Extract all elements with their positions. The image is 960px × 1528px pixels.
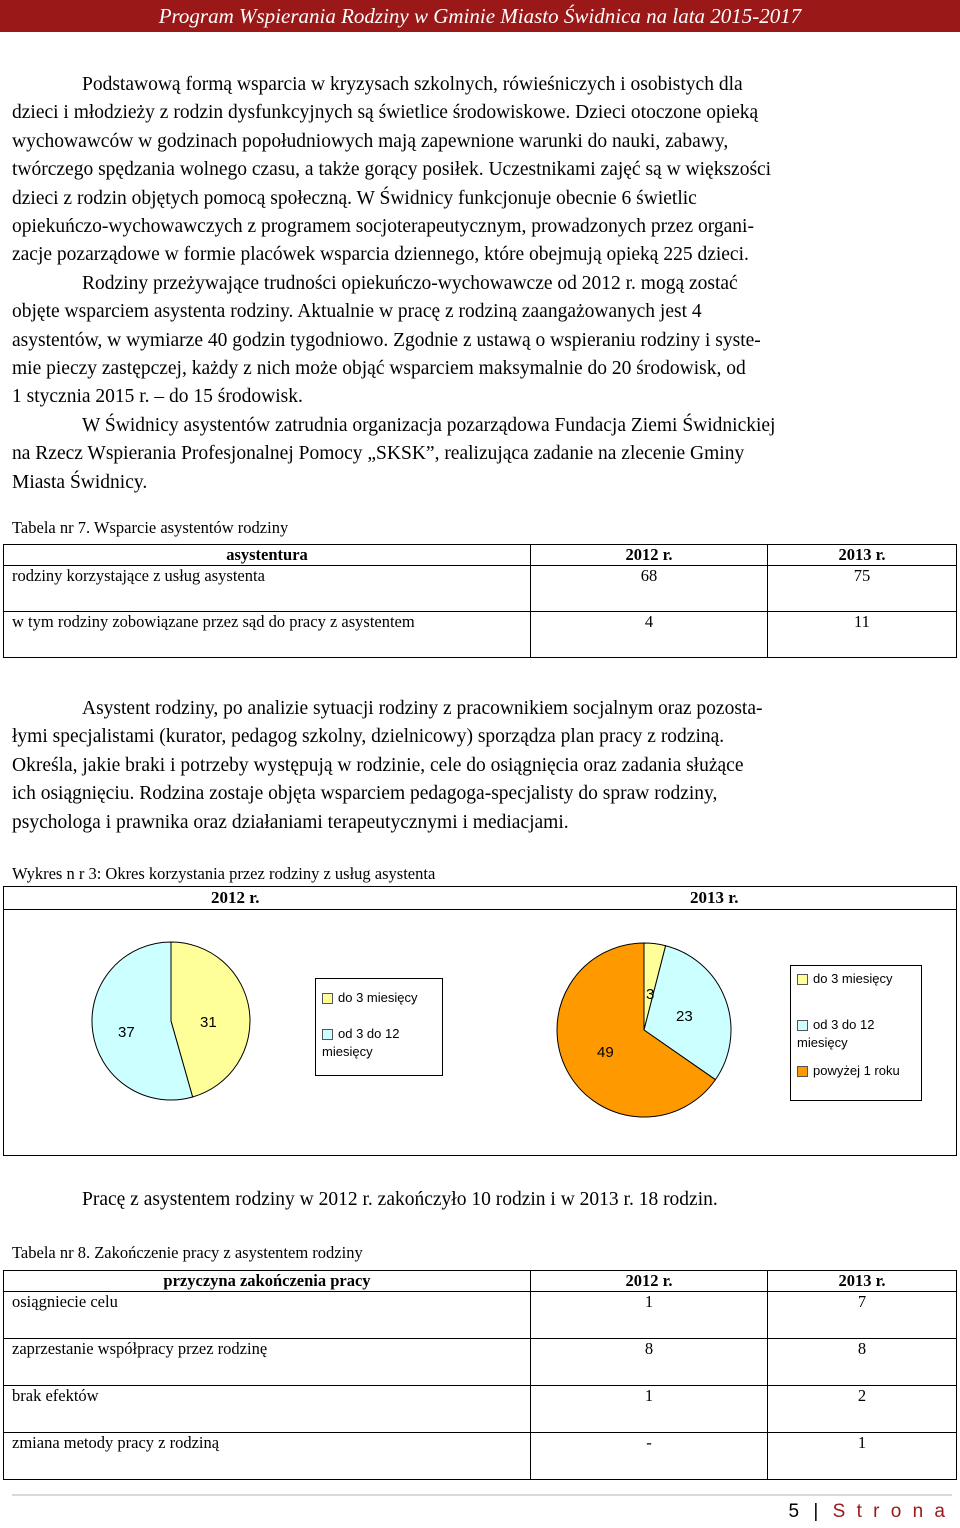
table-cell: 68 <box>531 566 768 612</box>
data-label: 37 <box>118 1024 135 1041</box>
text-line: 1 stycznia 2015 r. – do 15 środowisk. <box>12 386 303 408</box>
table-cell: 1 <box>531 1386 768 1433</box>
table-cell: 8 <box>531 1339 768 1386</box>
table-cell: 11 <box>768 612 957 658</box>
year-label-2012: 2012 r. <box>211 888 260 907</box>
table-row <box>4 1386 957 1433</box>
table8-caption: Tabela nr 8. Zakończenie pracy z asystentem rodziny <box>12 1243 363 1262</box>
text-line: objęte wsparciem asystenta rodziny. Aktualnie w pracę z rodziną zaangażowanych jest 4 <box>12 301 702 323</box>
data-label: 23 <box>676 1008 693 1025</box>
table-header-row <box>4 1271 957 1292</box>
legend-item-cont <box>797 1034 848 1052</box>
legend-label: powyżej 1 roku <box>813 1063 900 1078</box>
footer-divider <box>12 1494 952 1496</box>
legend-swatch <box>322 1029 333 1040</box>
text-line: Miasta Świdnicy. <box>12 471 148 493</box>
pie-chart-2012 <box>92 942 250 1100</box>
year-label-2013: 2013 r. <box>690 888 739 907</box>
table-header: 2013 r. <box>768 1271 957 1292</box>
text-line: zacje pozarządowe w formie placówek wsparcia dziennego, które obejmują opieką 225 dzieci. <box>12 244 749 266</box>
legend-swatch <box>797 974 808 985</box>
text-line: Asystent rodziny, po analizie sytuacji rodziny z pracownikiem socjalnym oraz pozosta- <box>82 698 763 719</box>
legend-item-cont <box>322 1043 373 1061</box>
legend-swatch <box>797 1020 808 1031</box>
paragraph-assistant <box>12 695 953 837</box>
table-cell: zaprzestanie współpracy przez rodzinę <box>4 1339 531 1386</box>
text-line: wychowawców w godzinach popołudniowych mają zapewnione warunki do nauki, zabawy, <box>12 130 729 152</box>
table-cell: osiągniecie celu <box>4 1292 531 1339</box>
data-label: 31 <box>200 1014 217 1031</box>
legend-item <box>797 1062 900 1080</box>
table-cell: 1 <box>768 1433 957 1480</box>
data-label: 3 <box>646 986 655 1003</box>
chart-area <box>3 909 957 1156</box>
table-header: 2012 r. <box>531 545 768 566</box>
paragraph-summary: Pracę z asystentem rodziny w 2012 r. zakończyło 10 rodzin i w 2013 r. 18 rodzin. <box>82 1189 718 1210</box>
table-header: przyczyna zakończenia pracy <box>4 1271 531 1292</box>
text-line: W Świdnicy asystentów zatrudnia organizacja pozarządowa Fundacja Ziemi Świdnickiej <box>82 414 776 436</box>
footer-label: S t r o n a <box>832 1501 948 1522</box>
text-line: twórczego spędzania wolnego czasu, a także gorący posiłek. Uczestnikami zajęć są w większości <box>12 159 772 181</box>
table-header: 2013 r. <box>768 545 957 566</box>
chart-caption: Wykres n r 3: Okres korzystania przez rodziny z usług asystenta <box>12 864 436 883</box>
paragraph-intro <box>12 71 953 497</box>
text-line: opiekuńczo-wychowawczych z programem socjoterapeutycznym, prowadzonych przez organi- <box>12 216 754 238</box>
text-line: Rodziny przeżywające trudności opiekuńczo-wychowawcze od 2012 r. mogą zostać <box>82 272 738 294</box>
legend-item <box>797 970 892 988</box>
legend-label: od 3 do 12 <box>338 1026 400 1041</box>
page-number: 5 <box>788 1501 800 1522</box>
table8 <box>3 1270 957 1480</box>
table-cell: 4 <box>531 612 768 658</box>
legend-item <box>322 1025 399 1043</box>
table-cell: brak efektów <box>4 1386 531 1433</box>
text-line: Podstawową formą wsparcia w kryzysach szkolnych, rówieśniczych i osobistych dla <box>82 74 743 95</box>
table7-caption: Tabela nr 7. Wsparcie asystentów rodziny <box>12 518 289 537</box>
page-footer <box>789 1501 948 1523</box>
table-header: 2012 r. <box>531 1271 768 1292</box>
text-line: ich osiągnięciu. Rodzina zostaje objęta wsparciem pedagoga-specjalisty do spraw rodziny, <box>12 783 718 805</box>
table-header: asystentura <box>4 545 531 566</box>
legend-label: miesięcy <box>797 1035 848 1050</box>
table-cell: 2 <box>768 1386 957 1433</box>
table-row <box>4 1339 957 1386</box>
table-cell: w tym rodziny zobowiązane przez sąd do pracy z asystentem <box>4 612 531 658</box>
footer-separator: | <box>813 1501 819 1522</box>
text-line: na Rzecz Wspierania Profesjonalnej Pomocy „SKSK”, realizująca zadanie na zlecenie Gminy <box>12 443 745 465</box>
legend-2012 <box>315 978 443 1076</box>
table-cell: 1 <box>531 1292 768 1339</box>
legend-label: do 3 miesięcy <box>813 971 893 986</box>
table-row <box>4 612 957 658</box>
legend-label: miesięcy <box>322 1044 373 1059</box>
text-line: asystentów, w wymiarze 40 godzin tygodniowo. Zgodnie z ustawą o wspieraniu rodziny i syste- <box>12 329 761 351</box>
table-row <box>4 1433 957 1480</box>
text-line: psychologa i prawnika oraz działaniami terapeutycznymi i mediacjami. <box>12 811 569 833</box>
table-cell: 7 <box>768 1292 957 1339</box>
table-row <box>4 566 957 612</box>
table-cell: - <box>531 1433 768 1480</box>
text-line: Określa, jakie braki i potrzeby występują w rodzinie, cele do osiągnięcia oraz zadania służące <box>12 754 744 776</box>
legend-item <box>797 1016 874 1034</box>
chart-year-header <box>3 886 957 909</box>
legend-label: do 3 miesięcy <box>338 990 418 1005</box>
table-cell: rodziny korzystające z usług asystenta <box>4 566 531 612</box>
legend-item <box>322 989 417 1007</box>
table-cell: 75 <box>768 566 957 612</box>
legend-swatch <box>322 993 333 1004</box>
text-line: mie pieczy zastępczej, każdy z nich może objąć wsparciem maksymalnie do 20 środowisk, od <box>12 358 746 380</box>
pie-chart-2013 <box>557 943 731 1117</box>
legend-label: od 3 do 12 <box>813 1017 875 1032</box>
table-header-row <box>4 545 957 566</box>
legend-2013 <box>790 965 922 1101</box>
header-title: Program Wspierania Rodziny w Gminie Miasto Świdnica na lata 2015-2017 <box>158 4 802 28</box>
text-line: dzieci i młodzieży z rodzin dysfunkcyjnych są świetlice środowiskowe. Dzieci otoczone opieką <box>12 102 759 124</box>
text-line: łymi specjalistami (kurator, pedagog szkolny, dzielnicowy) sporządza plan pracy z rodziną. <box>12 726 725 748</box>
text-line: dzieci z rodzin objętych pomocą społeczną. W Świdnicy funkcjonuje obecnie 6 świetlic <box>12 187 697 209</box>
table-row <box>4 1292 957 1339</box>
data-label: 49 <box>597 1044 614 1061</box>
table7 <box>3 544 957 658</box>
table-cell: 8 <box>768 1339 957 1386</box>
legend-swatch <box>797 1066 808 1077</box>
table-cell: zmiana metody pracy z rodziną <box>4 1433 531 1480</box>
